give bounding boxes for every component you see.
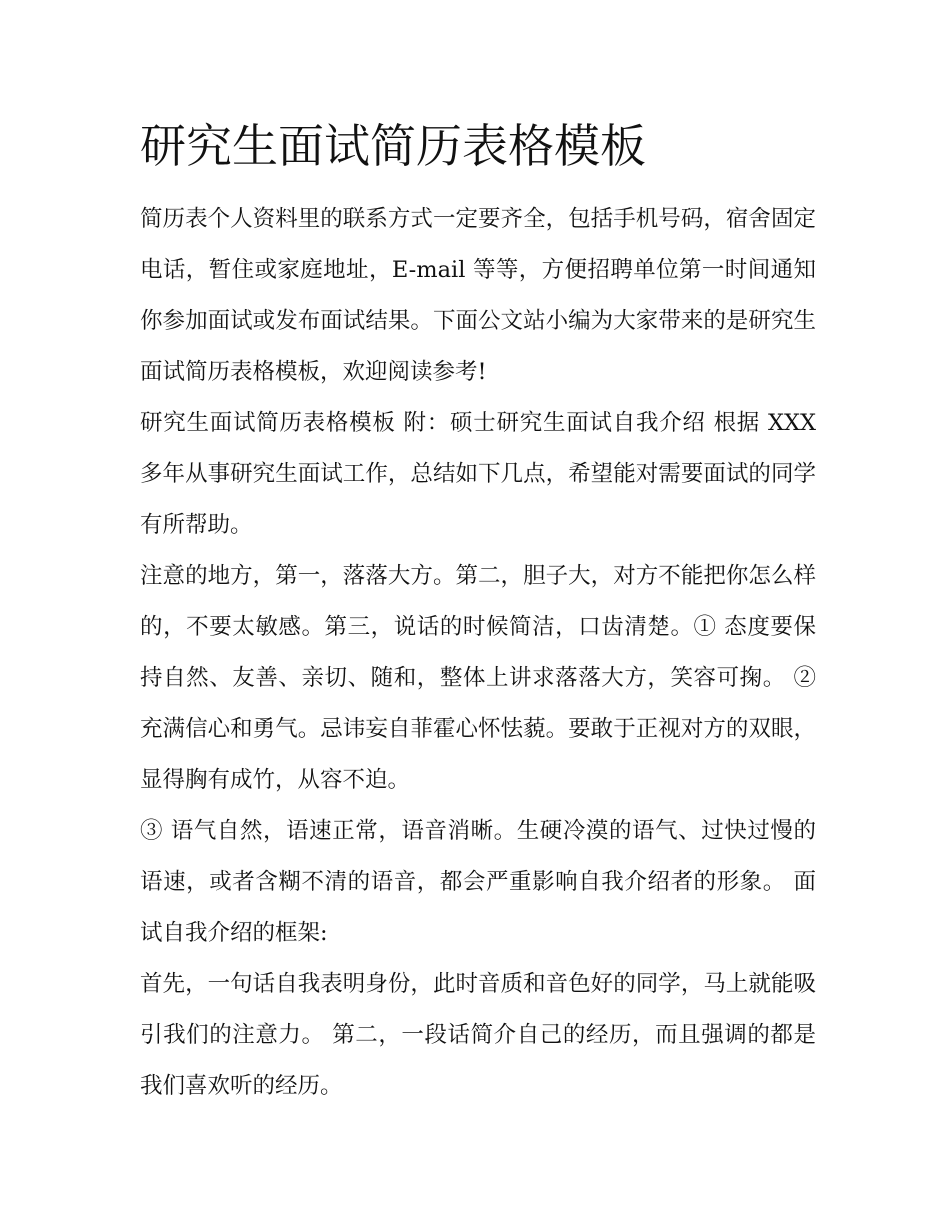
paragraph-appendix: 研究生面试简历表格模板 附：硕士研究生面试自我介绍 根据 XXX 多年从事研究生面试工作，总结如下几点，希望能对需要面试的同学有所帮助。	[140, 410, 816, 538]
document-body	[140, 108, 816, 1112]
paragraph-intro: 简历表个人资料里的联系方式一定要齐全，包括手机号码，宿舍固定电话，暂住或家庭地址，E-mail 等等，方便招聘单位第一时间通知你参加面试或发布面试结果。下面公文站小编为大家带来的是研究生面试简历表格模板，欢迎阅读参考!	[140, 206, 816, 385]
paragraph-tone: ③ 语气自然，语速正常，语音消晰。生硬冷漠的语气、过快过慢的语速，或者含糊不清的语音，都会严重影响自我介绍者的形象。 面试自我介绍的框架:	[140, 818, 816, 946]
document-title: 研究生面试简历表格模板	[140, 119, 646, 173]
paragraph-attention-points: 注意的地方，第一，落落大方。第二，胆子大，对方不能把你怎么样的，不要太敏感。第三，说话的时候简洁，口齿清楚。① 态度要保持自然、友善、亲切、随和，整体上讲求落落大方，笑容可掬。 ②充满信心和勇气。忌讳妄自菲霍心怀怯藐。要敢于正视对方的双眼，显得胸有成竹，从容不迫。	[140, 563, 816, 793]
paragraph-framework: 首先，一句话自我表明身份，此时音质和音色好的同学，马上就能吸引我们的注意力。 第二，一段话简介自己的经历，而且强调的都是我们喜欢听的经历。	[140, 971, 816, 1099]
